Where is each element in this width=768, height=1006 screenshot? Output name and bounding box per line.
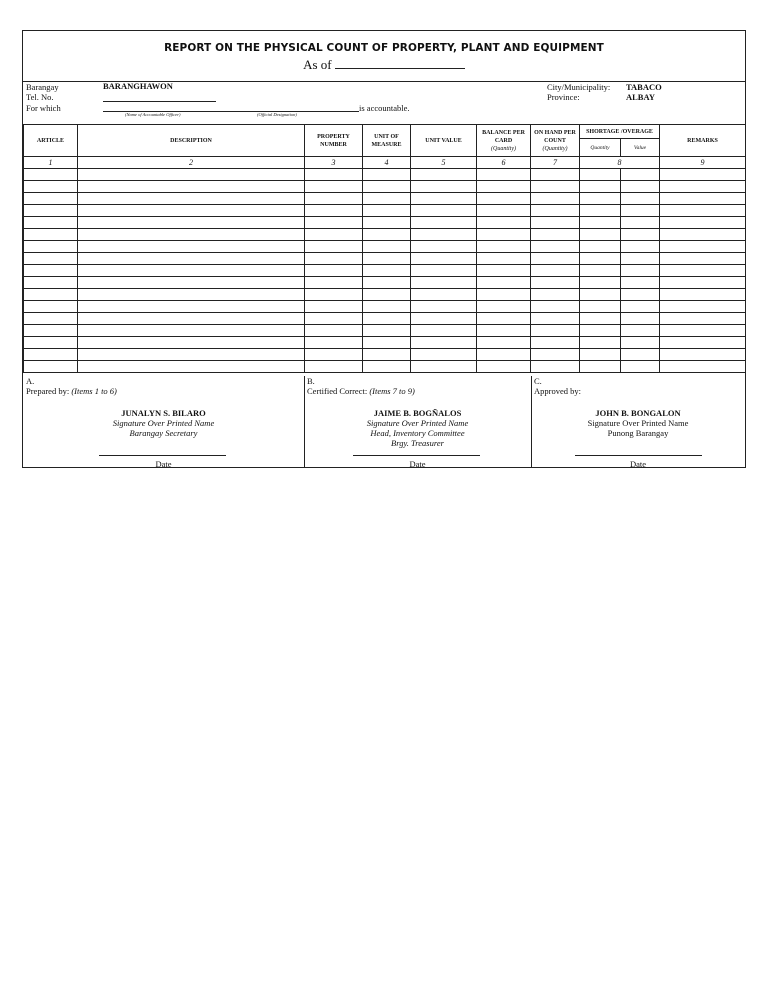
table-cell[interactable] bbox=[621, 337, 660, 349]
table-cell[interactable] bbox=[363, 313, 411, 325]
table-cell[interactable] bbox=[78, 253, 305, 265]
table-cell[interactable] bbox=[78, 193, 305, 205]
table-cell[interactable] bbox=[24, 181, 78, 193]
table-cell[interactable] bbox=[621, 193, 660, 205]
colnum-9: 9 bbox=[660, 157, 746, 169]
table-cell[interactable] bbox=[477, 253, 531, 265]
table-cell[interactable] bbox=[580, 301, 621, 313]
table-cell[interactable] bbox=[531, 337, 580, 349]
table-cell[interactable] bbox=[78, 301, 305, 313]
table-cell[interactable] bbox=[411, 217, 477, 229]
table-cell[interactable] bbox=[477, 301, 531, 313]
table-cell[interactable] bbox=[363, 217, 411, 229]
signatory-a bbox=[23, 376, 304, 468]
signatory-a-label-line bbox=[26, 386, 117, 396]
table-cell[interactable] bbox=[477, 289, 531, 301]
table-cell[interactable] bbox=[78, 277, 305, 289]
table-cell[interactable] bbox=[78, 217, 305, 229]
province-label: Province: bbox=[547, 92, 580, 102]
table-cell[interactable] bbox=[24, 301, 78, 313]
province-value: ALBAY bbox=[626, 92, 655, 102]
table-cell[interactable] bbox=[621, 325, 660, 337]
signatory-a-label: Prepared by: bbox=[26, 386, 70, 396]
signatory-a-date-field[interactable] bbox=[99, 455, 226, 456]
table-cell[interactable] bbox=[660, 313, 746, 325]
table-cell[interactable] bbox=[660, 265, 746, 277]
table-cell[interactable] bbox=[531, 325, 580, 337]
table-cell[interactable] bbox=[305, 253, 363, 265]
table-cell[interactable] bbox=[621, 301, 660, 313]
table-cell[interactable] bbox=[477, 325, 531, 337]
signatory-b-label-line bbox=[307, 386, 415, 396]
table-cell[interactable] bbox=[24, 277, 78, 289]
signatory-b-date-label: Date bbox=[409, 459, 426, 469]
table-cell[interactable] bbox=[305, 205, 363, 217]
signatory-c-date-field[interactable] bbox=[575, 455, 702, 456]
signatory-c-label: Approved by: bbox=[534, 386, 581, 396]
table-cell[interactable] bbox=[660, 205, 746, 217]
table-cell[interactable] bbox=[305, 301, 363, 313]
table-cell[interactable] bbox=[411, 241, 477, 253]
colnum-6: 6 bbox=[477, 157, 531, 169]
table-cell[interactable] bbox=[660, 229, 746, 241]
table-cell[interactable] bbox=[660, 253, 746, 265]
designation-caption: (Official Designation) bbox=[257, 112, 297, 117]
signatory-c-sig-caption: Signature Over Printed Name bbox=[587, 418, 689, 428]
table-cell[interactable] bbox=[660, 241, 746, 253]
table-row bbox=[24, 301, 746, 313]
table-cell[interactable] bbox=[363, 205, 411, 217]
col-shortage-value: Value bbox=[621, 139, 660, 157]
tel-label: Tel. No. bbox=[26, 92, 54, 102]
table-cell[interactable] bbox=[580, 265, 621, 277]
signatory-c-date-label: Date bbox=[629, 459, 647, 469]
balance-per-card-label: BALANCE PER CARD bbox=[482, 129, 525, 144]
col-unit-of-measure: UNIT OF MEASURE bbox=[363, 125, 411, 157]
table-cell[interactable] bbox=[363, 241, 411, 253]
city-value: TABACO bbox=[626, 82, 662, 92]
table-cell[interactable] bbox=[363, 229, 411, 241]
colnum-2: 2 bbox=[78, 157, 305, 169]
signatory-a-sig-caption: Signature Over Printed Name bbox=[112, 418, 215, 428]
table-body bbox=[24, 169, 746, 373]
colnum-1: 1 bbox=[24, 157, 78, 169]
signatory-b-letter: B. bbox=[307, 376, 315, 386]
signatory-b bbox=[304, 376, 531, 468]
table-cell[interactable] bbox=[305, 337, 363, 349]
header-row bbox=[24, 125, 746, 139]
col-article: ARTICLE bbox=[24, 125, 78, 157]
signatory-a-date-label: Date bbox=[155, 459, 172, 469]
inventory-table bbox=[23, 124, 746, 373]
table-cell[interactable] bbox=[24, 205, 78, 217]
signatory-b-label: Certified Correct: bbox=[307, 386, 368, 396]
col-shortage-overage: SHORTAGE /OVERAGE bbox=[580, 125, 660, 139]
table-cell[interactable] bbox=[411, 193, 477, 205]
table-cell[interactable] bbox=[580, 217, 621, 229]
table-cell[interactable] bbox=[363, 277, 411, 289]
table-row bbox=[24, 169, 746, 181]
table-cell[interactable] bbox=[621, 289, 660, 301]
accountable-text: is accountable. bbox=[359, 103, 410, 113]
table-cell[interactable] bbox=[411, 361, 477, 373]
table-cell[interactable] bbox=[580, 289, 621, 301]
table-cell[interactable] bbox=[78, 325, 305, 337]
table-cell[interactable] bbox=[78, 241, 305, 253]
table-cell[interactable] bbox=[580, 277, 621, 289]
table-cell[interactable] bbox=[531, 205, 580, 217]
signatory-b-sig-caption: Signature Over Printed Name bbox=[366, 418, 469, 428]
table-cell[interactable] bbox=[580, 349, 621, 361]
table-cell[interactable] bbox=[78, 337, 305, 349]
table-cell[interactable] bbox=[78, 361, 305, 373]
table-row bbox=[24, 313, 746, 325]
table-cell[interactable] bbox=[531, 277, 580, 289]
table-cell[interactable] bbox=[78, 205, 305, 217]
table-cell[interactable] bbox=[305, 313, 363, 325]
table-cell[interactable] bbox=[621, 241, 660, 253]
on-hand-quantity-sub: (Quantity) bbox=[542, 145, 568, 152]
table-cell[interactable] bbox=[363, 289, 411, 301]
for-which-label: For which bbox=[26, 103, 61, 113]
colnum-3: 3 bbox=[305, 157, 363, 169]
table-cell[interactable] bbox=[477, 205, 531, 217]
table-cell[interactable] bbox=[580, 229, 621, 241]
table-cell[interactable] bbox=[621, 277, 660, 289]
table-cell[interactable] bbox=[305, 361, 363, 373]
table-cell[interactable] bbox=[531, 313, 580, 325]
table-cell[interactable] bbox=[660, 325, 746, 337]
signatory-b-date-field[interactable] bbox=[353, 455, 480, 456]
table-row bbox=[24, 193, 746, 205]
table-cell[interactable] bbox=[305, 193, 363, 205]
table-row bbox=[24, 337, 746, 349]
table-cell[interactable] bbox=[411, 313, 477, 325]
table-cell[interactable] bbox=[363, 337, 411, 349]
table-row bbox=[24, 289, 746, 301]
table-row bbox=[24, 325, 746, 337]
column-number-row bbox=[24, 157, 746, 169]
table-cell[interactable] bbox=[621, 205, 660, 217]
table-cell[interactable] bbox=[531, 253, 580, 265]
table-cell[interactable] bbox=[580, 337, 621, 349]
barangay-label: Barangay bbox=[26, 82, 59, 92]
col-on-hand-per-count bbox=[531, 125, 580, 157]
table-cell[interactable] bbox=[477, 181, 531, 193]
table-cell[interactable] bbox=[24, 193, 78, 205]
table-cell[interactable] bbox=[305, 277, 363, 289]
table-cell[interactable] bbox=[660, 217, 746, 229]
table-row bbox=[24, 349, 746, 361]
table-cell[interactable] bbox=[363, 349, 411, 361]
table-cell[interactable] bbox=[24, 289, 78, 301]
table-cell[interactable] bbox=[660, 169, 746, 181]
table-cell[interactable] bbox=[531, 181, 580, 193]
table-cell[interactable] bbox=[78, 313, 305, 325]
table-cell[interactable] bbox=[411, 337, 477, 349]
officer-caption: (Name of Accountable Officer) bbox=[125, 112, 181, 117]
table-row bbox=[24, 265, 746, 277]
table-cell[interactable] bbox=[78, 349, 305, 361]
signatory-b-name: JAIME B. BOGÑALOS bbox=[373, 408, 462, 418]
report-title: REPORT ON THE PHYSICAL COUNT OF PROPERTY, PLANT AND EQUIPMENT bbox=[164, 42, 604, 54]
table-cell[interactable] bbox=[660, 193, 746, 205]
table-cell[interactable] bbox=[78, 265, 305, 277]
table-cell[interactable] bbox=[24, 241, 78, 253]
table-cell[interactable] bbox=[621, 229, 660, 241]
table-cell[interactable] bbox=[477, 313, 531, 325]
table-cell[interactable] bbox=[305, 349, 363, 361]
colnum-4: 4 bbox=[363, 157, 411, 169]
table-cell[interactable] bbox=[477, 361, 531, 373]
table-cell[interactable] bbox=[305, 229, 363, 241]
table-cell[interactable] bbox=[660, 181, 746, 193]
table-cell[interactable] bbox=[477, 337, 531, 349]
table-cell[interactable] bbox=[531, 217, 580, 229]
table-cell[interactable] bbox=[621, 349, 660, 361]
table-cell[interactable] bbox=[660, 349, 746, 361]
table-cell[interactable] bbox=[621, 313, 660, 325]
table-row bbox=[24, 253, 746, 265]
colnum-5: 5 bbox=[411, 157, 477, 169]
table-row bbox=[24, 361, 746, 373]
table-cell[interactable] bbox=[660, 301, 746, 313]
table-cell[interactable] bbox=[24, 253, 78, 265]
signatory-c-letter: C. bbox=[534, 376, 542, 386]
table-cell[interactable] bbox=[531, 361, 580, 373]
table-cell[interactable] bbox=[621, 181, 660, 193]
colnum-7: 7 bbox=[531, 157, 580, 169]
table-cell[interactable] bbox=[660, 337, 746, 349]
col-property-number: PROPERTY NUMBER bbox=[305, 125, 363, 157]
table-cell[interactable] bbox=[531, 265, 580, 277]
table-row bbox=[24, 181, 746, 193]
as-of-date-field[interactable] bbox=[335, 57, 465, 69]
table-cell[interactable] bbox=[580, 193, 621, 205]
table-cell[interactable] bbox=[78, 169, 305, 181]
table-cell[interactable] bbox=[305, 241, 363, 253]
table-cell[interactable] bbox=[78, 289, 305, 301]
table-cell[interactable] bbox=[580, 253, 621, 265]
table-cell[interactable] bbox=[24, 349, 78, 361]
signatory-a-position: Barangay Secretary bbox=[129, 428, 198, 438]
table-cell[interactable] bbox=[621, 361, 660, 373]
col-unit-value: UNIT VALUE bbox=[411, 125, 477, 157]
table-cell[interactable] bbox=[477, 193, 531, 205]
table-cell[interactable] bbox=[305, 289, 363, 301]
table-cell[interactable] bbox=[24, 313, 78, 325]
table-cell[interactable] bbox=[531, 301, 580, 313]
table-cell[interactable] bbox=[363, 193, 411, 205]
table-cell[interactable] bbox=[78, 229, 305, 241]
table-row bbox=[24, 217, 746, 229]
city-label: City/Municipality: bbox=[547, 82, 611, 92]
table-cell[interactable] bbox=[363, 265, 411, 277]
tel-field[interactable] bbox=[103, 101, 216, 102]
table-cell[interactable] bbox=[411, 325, 477, 337]
table-cell[interactable] bbox=[531, 193, 580, 205]
table-cell[interactable] bbox=[580, 205, 621, 217]
table-cell[interactable] bbox=[621, 217, 660, 229]
table-cell[interactable] bbox=[621, 169, 660, 181]
signatory-c-name: JOHN B. BONGALON bbox=[595, 408, 681, 418]
table-cell[interactable] bbox=[411, 181, 477, 193]
table-cell[interactable] bbox=[531, 241, 580, 253]
table-cell[interactable] bbox=[531, 169, 580, 181]
table-cell[interactable] bbox=[580, 361, 621, 373]
table-cell[interactable] bbox=[24, 169, 78, 181]
col-remarks: REMARKS bbox=[660, 125, 746, 157]
signatory-a-letter: A. bbox=[26, 376, 35, 386]
table-cell[interactable] bbox=[580, 313, 621, 325]
table-row bbox=[24, 277, 746, 289]
signatory-c bbox=[531, 376, 745, 468]
table-cell[interactable] bbox=[477, 241, 531, 253]
table-cell[interactable] bbox=[580, 181, 621, 193]
table-cell[interactable] bbox=[305, 169, 363, 181]
table-cell[interactable] bbox=[363, 169, 411, 181]
table-cell[interactable] bbox=[580, 325, 621, 337]
table-cell[interactable] bbox=[411, 229, 477, 241]
as-of-line bbox=[23, 57, 745, 73]
table-cell[interactable] bbox=[411, 277, 477, 289]
table-cell[interactable] bbox=[305, 265, 363, 277]
table-cell[interactable] bbox=[411, 289, 477, 301]
table-row bbox=[24, 205, 746, 217]
on-hand-label: ON HAND PER COUNT bbox=[534, 129, 576, 144]
table-cell[interactable] bbox=[363, 361, 411, 373]
table-cell[interactable] bbox=[24, 361, 78, 373]
table-cell[interactable] bbox=[477, 217, 531, 229]
table-cell[interactable] bbox=[621, 265, 660, 277]
table-cell[interactable] bbox=[305, 325, 363, 337]
colnum-8: 8 bbox=[580, 157, 660, 169]
table-cell[interactable] bbox=[580, 241, 621, 253]
table-cell[interactable] bbox=[24, 337, 78, 349]
table-cell[interactable] bbox=[531, 289, 580, 301]
table-cell[interactable] bbox=[477, 169, 531, 181]
table-cell[interactable] bbox=[363, 325, 411, 337]
table-cell[interactable] bbox=[411, 265, 477, 277]
col-description: DESCRIPTION bbox=[78, 125, 305, 157]
table-cell[interactable] bbox=[78, 181, 305, 193]
table-cell[interactable] bbox=[363, 181, 411, 193]
table-cell[interactable] bbox=[531, 349, 580, 361]
table-cell[interactable] bbox=[477, 349, 531, 361]
table-cell[interactable] bbox=[411, 301, 477, 313]
signatory-b-position-2: Brgy. Treasurer bbox=[391, 438, 444, 448]
table-cell[interactable] bbox=[411, 349, 477, 361]
table-cell[interactable] bbox=[477, 277, 531, 289]
table-cell[interactable] bbox=[660, 289, 746, 301]
table-cell[interactable] bbox=[411, 253, 477, 265]
col-balance-per-card bbox=[477, 125, 531, 157]
table-cell[interactable] bbox=[580, 169, 621, 181]
balance-quantity-sub: (Quantity) bbox=[491, 145, 516, 152]
signatory-a-name: JUNALYN S. BILARO bbox=[121, 408, 206, 418]
table-cell[interactable] bbox=[305, 181, 363, 193]
signatory-b-note: (Items 7 to 9) bbox=[369, 386, 415, 396]
table-cell[interactable] bbox=[411, 205, 477, 217]
barangay-value: BARANGHAWON bbox=[103, 81, 173, 91]
table-cell[interactable] bbox=[305, 217, 363, 229]
table-cell[interactable] bbox=[411, 169, 477, 181]
table-cell[interactable] bbox=[363, 301, 411, 313]
table-cell[interactable] bbox=[477, 229, 531, 241]
table-row bbox=[24, 229, 746, 241]
table-cell[interactable] bbox=[660, 277, 746, 289]
table-cell[interactable] bbox=[24, 325, 78, 337]
signatory-a-note: (Items 1 to 6) bbox=[71, 386, 117, 396]
table-cell[interactable] bbox=[24, 265, 78, 277]
as-of-label: As of bbox=[303, 57, 332, 72]
table-cell[interactable] bbox=[621, 253, 660, 265]
col-shortage-quantity: Quantity bbox=[580, 139, 621, 157]
table-row bbox=[24, 241, 746, 253]
signatory-b-position: Head, Inventory Committee bbox=[370, 428, 465, 438]
table-cell[interactable] bbox=[531, 229, 580, 241]
signatory-c-position: Punong Barangay bbox=[607, 428, 669, 438]
report-form bbox=[22, 30, 746, 468]
table-cell[interactable] bbox=[24, 229, 78, 241]
table-cell[interactable] bbox=[660, 361, 746, 373]
table-cell[interactable] bbox=[363, 253, 411, 265]
table-cell[interactable] bbox=[24, 217, 78, 229]
table-cell[interactable] bbox=[477, 265, 531, 277]
